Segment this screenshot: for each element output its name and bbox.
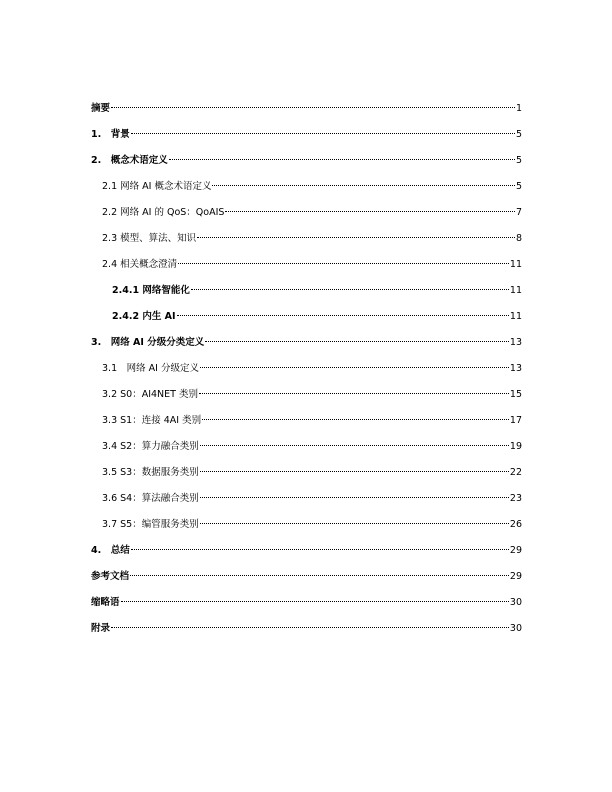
toc-entry-page: 29 xyxy=(509,545,522,556)
toc-dot-leader xyxy=(111,626,509,628)
toc-entry-title: 3. 网络 AI 分级分类定义 xyxy=(91,337,205,348)
toc-entry[interactable] xyxy=(91,178,522,204)
toc-entry[interactable] xyxy=(91,412,522,438)
toc-entry-page: 19 xyxy=(509,441,522,452)
toc-dot-leader xyxy=(200,496,509,498)
table-of-contents xyxy=(91,100,522,646)
toc-entry-title: 2.4.2 内生 AI xyxy=(112,311,176,322)
toc-dot-leader xyxy=(200,470,509,472)
toc-entry[interactable] xyxy=(91,360,522,386)
toc-entry-title: 3.2 S0：AI4NET 类别 xyxy=(102,389,198,400)
toc-entry[interactable] xyxy=(91,568,522,594)
toc-dot-leader xyxy=(191,288,509,290)
toc-entry[interactable] xyxy=(91,438,522,464)
toc-dot-leader xyxy=(199,392,509,394)
toc-entry-page: 29 xyxy=(509,571,522,582)
toc-dot-leader xyxy=(130,574,509,576)
toc-entry-page: 30 xyxy=(509,623,522,634)
toc-dot-leader xyxy=(169,158,515,160)
toc-entry[interactable] xyxy=(91,594,522,620)
toc-entry[interactable] xyxy=(91,100,522,126)
toc-entry[interactable] xyxy=(91,204,522,230)
toc-entry-page: 8 xyxy=(515,233,522,244)
toc-entry[interactable] xyxy=(91,126,522,152)
toc-entry-page: 22 xyxy=(509,467,522,478)
toc-entry[interactable] xyxy=(91,490,522,516)
toc-dot-leader xyxy=(197,236,515,238)
toc-dot-leader xyxy=(225,210,515,212)
toc-entry[interactable] xyxy=(91,308,522,334)
toc-entry-title: 2. 概念术语定义 xyxy=(91,155,168,166)
toc-entry-page: 5 xyxy=(515,129,522,140)
toc-entry-title: 3.4 S2：算力融合类别 xyxy=(102,441,199,452)
toc-entry-title: 2.4.1 网络智能化 xyxy=(112,285,190,296)
toc-entry-page: 30 xyxy=(509,597,522,608)
toc-dot-leader xyxy=(111,106,515,108)
toc-entry[interactable] xyxy=(91,334,522,360)
toc-entry[interactable] xyxy=(91,152,522,178)
toc-entry-title: 4. 总结 xyxy=(91,545,130,556)
toc-entry-title: 2.1 网络 AI 概念术语定义 xyxy=(102,181,212,192)
toc-entry-page: 11 xyxy=(509,285,522,296)
toc-entry[interactable] xyxy=(91,464,522,490)
toc-entry-title: 3.6 S4：算法融合类别 xyxy=(102,493,199,504)
toc-entry-page: 7 xyxy=(515,207,522,218)
toc-entry-page: 1 xyxy=(515,103,522,114)
toc-entry-title: 3.3 S1：连接 4AI 类别 xyxy=(102,415,202,426)
toc-entry-title: 2.2 网络 AI 的 QoS：QoAIS xyxy=(102,207,225,218)
toc-entry-title: 缩略语 xyxy=(91,597,120,608)
toc-entry-title: 3.5 S3：数据服务类别 xyxy=(102,467,199,478)
toc-entry-page: 5 xyxy=(515,155,522,166)
toc-entry-title: 1. 背景 xyxy=(91,129,130,140)
toc-entry-page: 11 xyxy=(509,259,522,270)
toc-entry-title: 参考文档 xyxy=(91,571,130,582)
toc-entry[interactable] xyxy=(91,620,522,646)
toc-entry[interactable] xyxy=(91,282,522,308)
toc-entry-page: 15 xyxy=(509,389,522,400)
toc-entry-page: 13 xyxy=(509,363,522,374)
toc-entry-page: 23 xyxy=(509,493,522,504)
toc-entry-page: 26 xyxy=(509,519,522,530)
toc-dot-leader xyxy=(121,600,509,602)
toc-dot-leader xyxy=(200,522,509,524)
toc-entry-title: 附录 xyxy=(91,623,111,634)
toc-dot-leader xyxy=(131,132,515,134)
toc-entry-title: 2.4 相关概念澄清 xyxy=(102,259,178,270)
toc-entry-title: 2.3 模型、算法、知识 xyxy=(102,233,197,244)
toc-dot-leader xyxy=(131,548,509,550)
toc-dot-leader xyxy=(178,262,509,264)
toc-entry-title: 3.7 S5：编管服务类别 xyxy=(102,519,199,530)
toc-entry[interactable] xyxy=(91,542,522,568)
toc-entry-page: 11 xyxy=(509,311,522,322)
toc-entry[interactable] xyxy=(91,386,522,412)
toc-dot-leader xyxy=(177,314,509,316)
toc-entry-title: 3.1 网络 AI 分级定义 xyxy=(102,363,199,374)
toc-entry[interactable] xyxy=(91,516,522,542)
toc-entry-page: 5 xyxy=(515,181,522,192)
toc-entry[interactable] xyxy=(91,230,522,256)
toc-dot-leader xyxy=(202,418,509,420)
toc-dot-leader xyxy=(200,366,509,368)
toc-entry-page: 17 xyxy=(509,415,522,426)
toc-dot-leader xyxy=(212,184,514,186)
toc-entry-page: 13 xyxy=(509,337,522,348)
toc-entry[interactable] xyxy=(91,256,522,282)
toc-dot-leader xyxy=(205,340,509,342)
toc-dot-leader xyxy=(200,444,509,446)
toc-entry-title: 摘要 xyxy=(91,103,111,114)
